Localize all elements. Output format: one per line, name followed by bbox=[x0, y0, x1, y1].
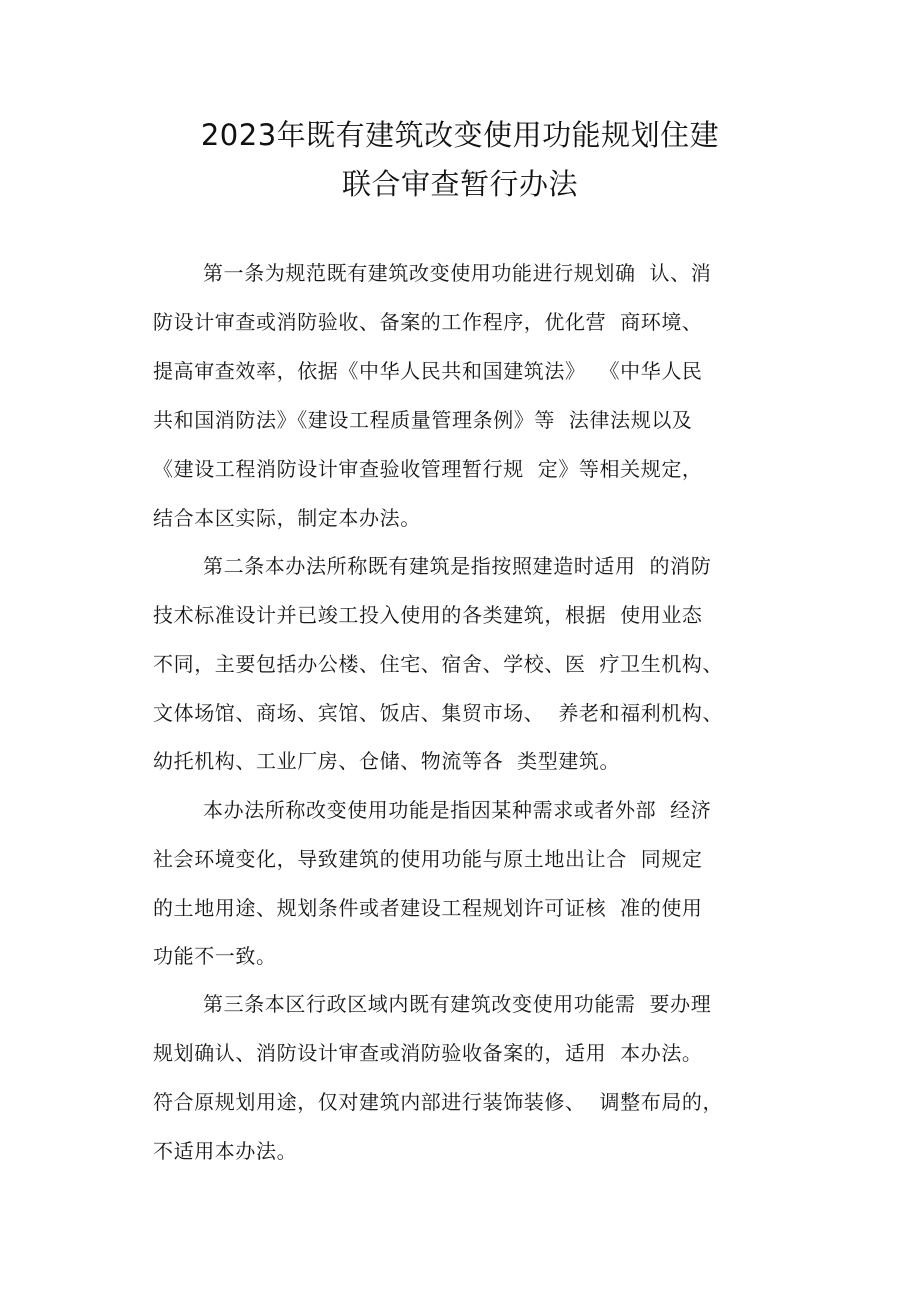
document-title-line-2: 联合审查暂行办法 bbox=[341, 167, 578, 201]
article-2-line-5: 幼托机构、工业厂房、仓储、物流等各 类型建筑。 bbox=[153, 749, 621, 773]
article-1-line-1: 第一条为规范既有建筑改变使用功能进行规划确 认、消 bbox=[203, 261, 712, 285]
article-2b-line-4: 功能不一致。 bbox=[153, 944, 277, 968]
article-2-line-3: 不同，主要包括办公楼、住宅、宿舍、学校、医 疗卫生机构、 bbox=[153, 652, 724, 676]
article-3-line-3: 符合原规划用途，仅对建筑内部进行装饰装修、 调整布局的， bbox=[153, 1090, 724, 1114]
article-3-line-1: 第三条本区行政区域内既有建筑改变使用功能需 要办理 bbox=[203, 992, 712, 1016]
article-1-line-6: 结合本区实际，制定本办法。 bbox=[153, 506, 421, 530]
article-2-line-4: 文体场馆、商场、宾馆、饭店、集贸市场、 养老和福利机构、 bbox=[153, 701, 724, 725]
article-1-line-3: 提高审查效率，依据《中华人民共和国建筑法》 《中华人民 bbox=[153, 359, 703, 383]
article-2b-line-2: 社会环境变化，导致建筑的使用功能与原土地出让合 同规定 bbox=[153, 847, 703, 871]
article-1-line-2: 防设计审查或消防验收、备案的工作程序，优化营 商环境、 bbox=[153, 310, 703, 334]
article-2-line-2: 技术标准设计并已竣工投入使用的各类建筑，根据 使用业态 bbox=[153, 603, 703, 627]
article-1-line-5: 《建设工程消防设计审查验收管理暂行规 定》等相关规定， bbox=[153, 457, 703, 481]
article-2-line-1: 第二条本办法所称既有建筑是指按照建造时适用 的消防 bbox=[203, 554, 712, 578]
document-title-line-1: 2023年既有建筑改变使用功能规划住建 bbox=[200, 118, 720, 152]
article-2b-line-3: 的土地用途、规划条件或者建设工程规划许可证核 准的使用 bbox=[153, 896, 703, 920]
article-3-line-2: 规划确认、消防设计审查或消防验收备案的，适用 本办法。 bbox=[153, 1041, 703, 1065]
article-1-line-4: 共和国消防法》《建设工程质量管理条例》等 法律法规以及 bbox=[153, 408, 693, 432]
article-2b-line-1: 本办法所称改变使用功能是指因某种需求或者外部 经济 bbox=[203, 798, 712, 822]
article-3-line-4: 不适用本办法。 bbox=[153, 1139, 298, 1163]
